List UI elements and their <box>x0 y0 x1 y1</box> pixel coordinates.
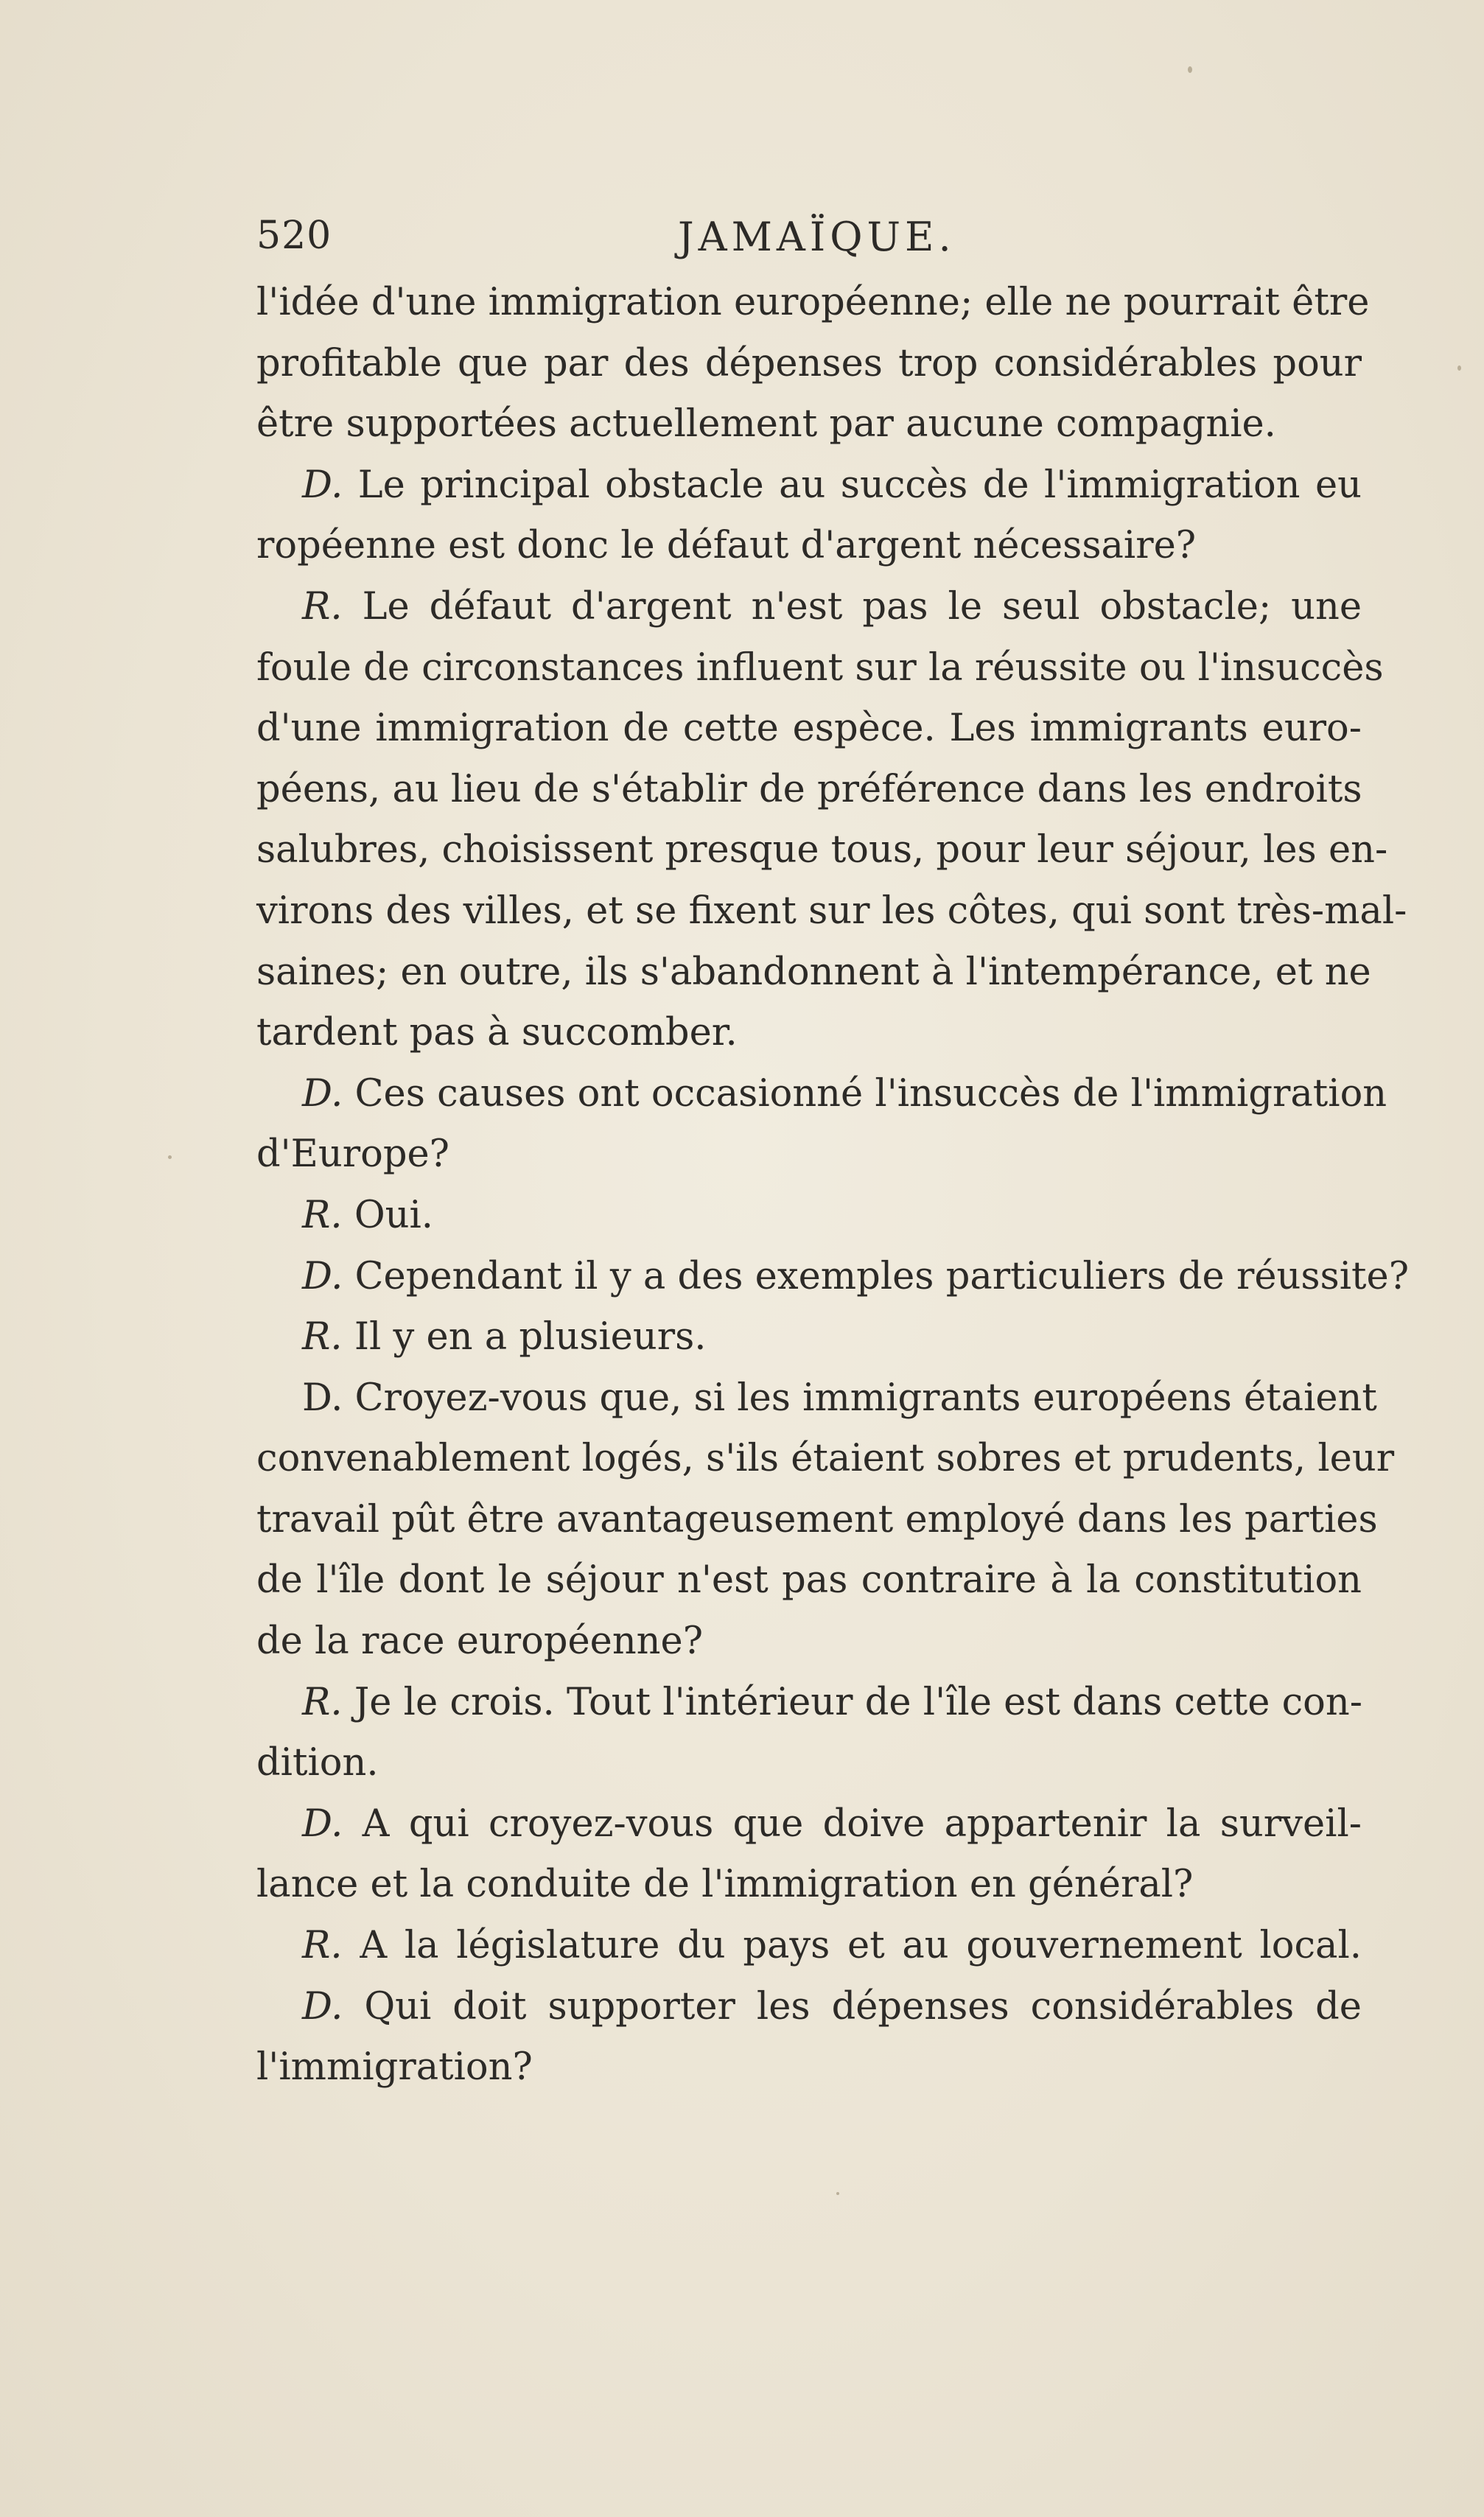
speaker-label: R. <box>302 584 343 629</box>
text-line: d'une immigration de cette espèce. Les immigrants euro- <box>256 707 1362 751</box>
text-line: D. A qui croyez-vous que doive appartenir la surveil- <box>302 1802 1362 1846</box>
speaker-label: R. <box>302 1193 343 1237</box>
text-line: R. Oui. <box>302 1193 434 1237</box>
text-line: dition. <box>256 1741 379 1785</box>
text-line: ropéenne est donc le défaut d'argent nécessaire? <box>256 524 1197 568</box>
paper-speck <box>168 1155 172 1159</box>
speaker-label: D. <box>302 1984 343 2028</box>
paper-speck <box>1188 66 1192 73</box>
paper-speck <box>836 2192 839 2195</box>
paper-speck <box>1457 365 1461 371</box>
text-line: convenablement logés, s'ils étaient sobres et prudents, leur <box>256 1437 1395 1481</box>
text-line: de la race européenne? <box>256 1620 704 1664</box>
running-head: JAMAÏQUE. <box>678 214 956 260</box>
text-line: travail pût être avantageusement employé dans les parties <box>256 1497 1378 1541</box>
speaker-label: R. <box>302 1924 343 1968</box>
text-line: D. Qui doit supporter les dépenses considérables de <box>302 1984 1362 2028</box>
body-text <box>256 273 1410 2098</box>
text-line: l'idée d'une immigration européenne; elle ne pourrait être <box>256 281 1370 324</box>
text-line: profitable que par des dépenses trop considérables pour <box>256 341 1362 385</box>
speaker-label: R. <box>302 1680 343 1724</box>
text-line: R. Je le crois. Tout l'intérieur de l'île est dans cette con- <box>302 1680 1362 1724</box>
speaker-label: D. <box>302 1071 343 1116</box>
text-line: lance et la conduite de l'immigration en général? <box>256 1863 1194 1907</box>
page-number: 520 <box>256 214 332 258</box>
speaker-label: D. <box>302 463 343 507</box>
speaker-label: D. <box>302 1254 343 1298</box>
text-line: D. Ces causes ont occasionné l'insuccès de l'immigration <box>302 1071 1387 1116</box>
speaker-label: D. <box>302 1376 343 1420</box>
text-line: D. Cependant il y a des exemples particuliers de réussite? <box>302 1254 1410 1298</box>
text-line: R. A la législature du pays et au gouvernement local. <box>302 1924 1362 1968</box>
text-line: D. Croyez-vous que, si les immigrants européens étaient <box>302 1376 1377 1420</box>
text-line: d'Europe? <box>256 1133 449 1177</box>
speaker-label: R. <box>302 1315 343 1359</box>
text-line: foule de circonstances influent sur la réussite ou l'insuccès <box>256 645 1384 690</box>
speaker-label: D. <box>302 1802 343 1846</box>
text-line: salubres, choisissent presque tous, pour leur séjour, les en- <box>256 828 1388 872</box>
text-line: l'immigration? <box>256 2045 533 2090</box>
text-line: tardent pas à succomber. <box>256 1011 738 1055</box>
text-line: être supportées actuellement par aucune compagnie. <box>256 402 1276 447</box>
text-line: virons des villes, et se fixent sur les côtes, qui sont très-mal- <box>256 889 1407 933</box>
text-line: R. Il y en a plusieurs. <box>302 1315 707 1359</box>
page-header <box>256 206 1362 265</box>
text-line: saines; en outre, ils s'abandonnent à l'intempérance, et ne <box>256 950 1371 994</box>
text-line: D. Le principal obstacle au succès de l'immigration eu <box>302 463 1362 507</box>
text-line: péens, au lieu de s'établir de préférence dans les endroits <box>256 767 1362 811</box>
text-line: de l'île dont le séjour n'est pas contraire à la constitution <box>256 1558 1362 1603</box>
text-line: R. Le défaut d'argent n'est pas le seul obstacle; une <box>302 584 1362 629</box>
